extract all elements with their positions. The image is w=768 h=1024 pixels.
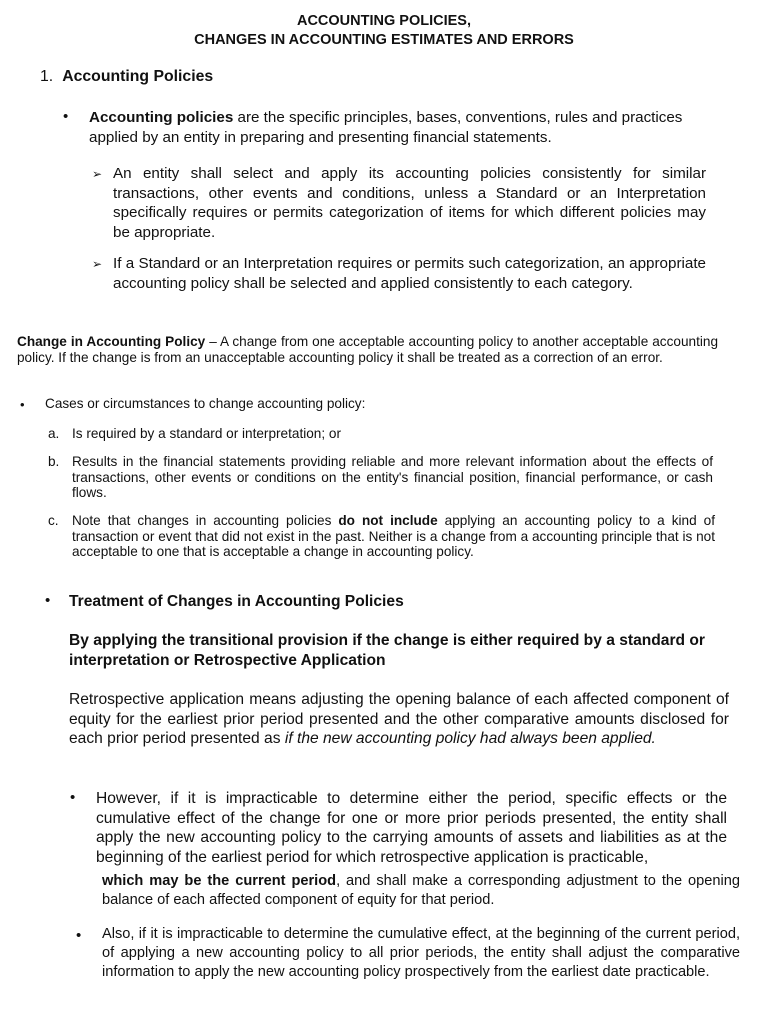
cases-intro: Cases or circumstances to change accounting policy: [45, 396, 366, 411]
section-heading [40, 68, 213, 86]
case-a-text: Is required by a standard or interpretation; or [72, 426, 342, 441]
case-letter: b. [48, 454, 60, 469]
treatment-subheading: By applying the transitional provision if the change is either required by a standard or interpretation or Retrospective Application [69, 632, 706, 669]
case-c-text [72, 513, 715, 560]
case-c-pre: Note that changes in accounting policies [72, 513, 339, 528]
title-line-2: CHANGES IN ACCOUNTING ESTIMATES AND ERRORS [194, 32, 574, 48]
however-text: However, if it is impracticable to determine either the period, specific effects or the cumulative effect of the change for one or more prior periods presented, the entity shall apply the new accounting policy to the carrying amounts of assets and liabilities as at the beginning of the earliest period for which retrospective application is practicable, [96, 790, 727, 866]
bullet-dot-icon: • [63, 108, 69, 125]
retrospective-text [69, 690, 729, 749]
change-policy-term: Change in Accounting Policy [17, 334, 206, 349]
definition-term: Accounting policies [89, 109, 234, 126]
change-policy-text: – A change from one acceptable accounting policy to another acceptable accounting policy. If the change is from an unacceptable accounting policy it shall be treated as a correction of an error. [17, 334, 719, 365]
current-period-text [102, 872, 740, 910]
definition-text: are the specific principles, bases, conventions, rules and practices applied by an entity in preparing and presenting financial statements. [89, 109, 683, 146]
current-period-rest: , and shall make a corresponding adjustment to the opening balance of each affected component of equity for that period. [102, 873, 741, 908]
bullet-dot-icon: • [20, 397, 25, 412]
arrow-bullet-icon: ➢ [92, 167, 103, 181]
retrospective-body: Retrospective application means adjusting the opening balance of each affected component of equity for the earliest prior period presented and the other comparative amounts disclosed for each prior period presented as [69, 691, 729, 747]
title-line-1: ACCOUNTING POLICIES, [296, 13, 471, 29]
section-title: Accounting Policies [62, 68, 214, 85]
arrow-bullet-icon: ➢ [92, 257, 103, 271]
section-number: 1. [40, 68, 54, 85]
treatment-heading: Treatment of Changes in Accounting Policies [69, 593, 404, 610]
case-letter: c. [48, 513, 59, 528]
document-title [0, 12, 768, 50]
bullet-dot-icon: • [70, 789, 76, 806]
sub-point-2: If a Standard or an Interpretation requires or permits such categorization, an appropriate accounting policy shall be selected and applied consistently to each category. [113, 255, 706, 292]
bullet-dot-icon: • [76, 927, 82, 944]
case-c-post: applying an accounting policy to a kind of transaction or event that did not exist in the past. Neither is a change from a accounting principle that is not acceptable to one that is acceptable a change in accounting policy. [72, 513, 715, 559]
retrospective-italic: if the new accounting policy had always been applied. [284, 730, 656, 747]
case-b-text: Results in the financial statements providing reliable and more relevant information about the effects of transactions, other events or conditions on the entity's financial position, financial performance, or cash flows. [72, 454, 713, 500]
change-policy-definition [17, 334, 718, 365]
case-c-bold: do not include [338, 513, 438, 528]
case-letter: a. [48, 426, 60, 441]
bullet-dot-icon: • [45, 592, 51, 609]
also-text: Also, if it is impracticable to determine the cumulative effect, at the beginning of the current period, of applying a new accounting policy to all prior periods, the entity shall adjust the comparative information to apply the new accounting policy prospectively from the earliest date practicable. [102, 926, 740, 980]
accounting-policies-definition [89, 108, 707, 147]
current-period-bold: which may be the current period [102, 873, 337, 889]
sub-point-1: An entity shall select and apply its accounting policies consistently for similar transactions, other events and conditions, unless a Standard or an Interpretation specifically requires or permits categorization of items for which different policies may be appropriate. [113, 165, 706, 241]
